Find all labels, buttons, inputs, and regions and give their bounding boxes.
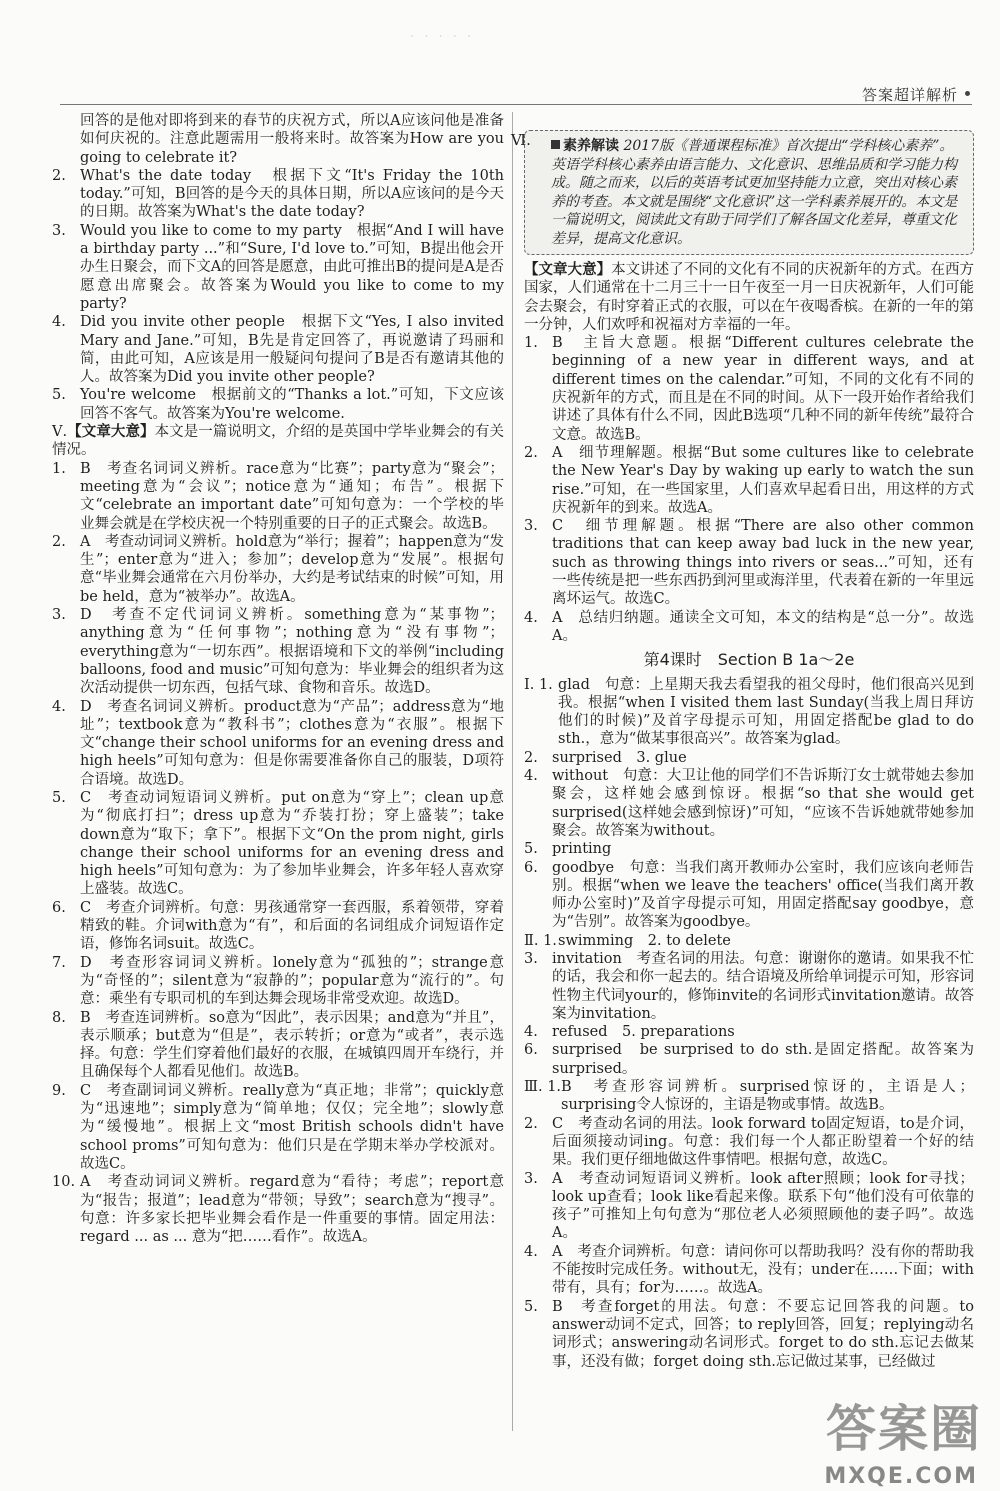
watermark-logo: 答案圈: [826, 1400, 982, 1458]
answer-text: invitation 考查名词的用法。句意：谢谢你的邀请。如果我不忙的话，我会和你一起去的。结合语境及所给单词提示可知，形容词性物主代词your的，修饰invite的名词形式invitation邀请。故答案为invitation。: [552, 950, 974, 1022]
answer-item: [52, 313, 504, 386]
answer-text: B 考查forget的用法。句意：不要忘记回答我的问题。to answer动词不定式，回答；to reply回答，回复；replying动名词形式；answering动名词形式。forget to do sth.忘记去做某事，还没有做；forget doing sth.忘记做过某事，已经做过: [552, 1298, 974, 1370]
answer-number: 5.: [524, 1298, 538, 1315]
answer-number: 5.: [52, 387, 66, 404]
answer-item: [524, 444, 974, 517]
answer-item: [52, 606, 504, 697]
faint-watermark-top: · · · · ·: [410, 30, 475, 45]
answer-number: 3.: [524, 950, 538, 967]
answer-number: 3.: [52, 222, 66, 239]
answer-text: glad 句意：上星期天我去看望我的祖父母时，他们很高兴见到我。根据“when I visited them last Sunday(当我上周日拜访他们的时候)”及首字母提示可知，用固定搭配be glad to do sth.，意为“做某事很高兴”。故答案为glad。: [558, 676, 974, 748]
answer-item: [524, 1041, 974, 1078]
answer-text: A 细节理解题。根据“But some cultures like to celebrate the New Year's Day by waking up early to watch the sun rise.”可知，在一些国家里，人们喜欢早起看日出，用这样的方式庆祝新年的到来。故选A。: [552, 444, 974, 516]
section6-text: 本文讲述了不同的文化有不同的庆祝新年的方式。在西方国家，人们通常在十二月三十一日午夜至一月一日庆祝新年，人们可能会去聚会，有时穿着正式的衣服，可以在午夜喝香槟。在新的一年的第一分钟，人们欢呼和祝福对方幸福的一年。: [524, 262, 975, 333]
answer-number: 4.: [524, 768, 538, 785]
answer-item: [524, 1170, 974, 1243]
left-column: [52, 112, 504, 1246]
answer-number: 8.: [52, 1009, 66, 1026]
answer-item: [524, 1298, 974, 1371]
section5-summary: [52, 423, 504, 460]
answer-text: A 考查动词词义辨析。hold意为“举行；握着”；happen意为“发生”；enter意为“进入；参加”；develop意为“发展”。根据句意“毕业舞会通常在六月份举办，大约是考试结束的时候”可知，用be held，意为“被举办”。故选A。: [80, 533, 504, 605]
answer-number: 3.: [524, 1170, 538, 1187]
answer-item: [52, 1082, 504, 1173]
answer-text: goodbye 句意：当我们离开教师办公室时，我们应该向老师告别。根据“when we leave the teachers' office(当我们离开教师办公室时)”及首字母提示可知，用固定搭配say goodbye，意为“告别”。故答案为goodbye。: [552, 859, 974, 931]
answer-text: swimming 2. to delete: [558, 932, 731, 949]
right-answer-list-1: [524, 334, 974, 645]
answer-number: 6.: [52, 899, 66, 916]
answer-number: 7.: [52, 954, 66, 971]
header-dot-icon: [965, 91, 970, 96]
answer-number: 9.: [52, 1082, 66, 1099]
answer-item: [524, 767, 974, 840]
answer-item: [52, 386, 504, 423]
answer-text: A 考查介词辨析。句意：请问你可以帮助我吗？没有你的帮助我不能按时完成任务。without无，没有；under在……下面；with带有，具有；for为……。故选A。: [552, 1243, 974, 1297]
answer-text: A 考查动词词义辨析。regard意为“看待；考虑”；report意为“报告；报道”；lead意为“带领；导致”；search意为“搜寻”。句意：许多家长把毕业舞会看作是一件重要的事情。固定用法：regard ... as ... 意为“把……看作”。故选A。: [80, 1174, 504, 1246]
answer-item: [52, 222, 504, 313]
section6-label: 【文章大意】: [524, 262, 612, 278]
answer-item: [52, 789, 504, 899]
answer-number: 6.: [524, 859, 538, 876]
lesson-title: 第4课时 Section B 1a～2e: [643, 650, 855, 670]
answer-number: 2.: [52, 533, 66, 550]
answer-text: Did you invite other people 根据下文“Yes, I also invited Mary and Jane.”可知，B先是肯定回答了，再说邀请了玛丽和简，由此可知，A应该是用一般疑问句提问了B是否有邀请其他的人。故答案为Did you invite other people?: [80, 314, 504, 386]
answer-item: [524, 1078, 974, 1115]
section5-label: 【文章大意】: [67, 424, 155, 441]
answer-text: B 考查名词词义辨析。race意为“比赛”；party意为“聚会”；meeting意为“会议”；notice意为“通知；布告”。根据下文“celebrate an important date”可知句意为：一个学校的毕业舞会就是在学校庆祝一个特别重要的日子的正式聚会。故选B。: [80, 460, 504, 532]
left-answer-list-2: [52, 460, 504, 1247]
column-divider: [512, 112, 513, 1431]
answer-item: [524, 609, 974, 646]
answer-number: 4.: [52, 698, 66, 715]
answer-item: [524, 749, 974, 767]
answer-number: 5.: [524, 841, 538, 858]
answer-text: C 考查动名词的用法。look forward to固定短语，to是介词，后面须接动词ing。句意：我们每一个人都正盼望着一个好的结果。我们更仔细地做这件事情吧。根据句意，故选C。: [552, 1115, 974, 1169]
answer-item: [524, 950, 974, 1023]
answer-item: [524, 1115, 974, 1170]
answer-item: [52, 533, 504, 606]
answer-text: B 考查形容词辨析。surprised惊讶的，主语是人；surprising令人惊讶的，主语是物或事情。故选B。: [561, 1079, 974, 1114]
answer-item: [524, 334, 974, 444]
answer-number: 2.: [524, 749, 538, 766]
answer-text: D 考查名词词义辨析。product意为“产品”；address意为“地址”；textbook意为“教科书”；clothes意为“衣服”。根据下文“change their school uniforms for an evening dress and high heels”可知句意为：但是你需要准备你自己的服装，D项符合语境。故选D。: [80, 698, 504, 788]
answer-number: 4.: [524, 1024, 538, 1041]
answer-number: 3.: [52, 607, 66, 624]
answer-number: 4.: [524, 609, 538, 626]
answer-number: 4.: [52, 314, 66, 331]
answer-item: [52, 1009, 504, 1082]
answer-text: C 细节理解题。根据“There are also other common traditions that can keep away bad luck in the new year, such as throwing things into rivers or seas...”可知，还有一些传统是把一些东西扔到河里或海洋里，代表着在新的一年里远离坏运气。故选C。: [552, 518, 974, 608]
answer-text: C 考查副词词义辨析。really意为“真正地；非常”；quickly意为“迅速地”；simply意为“简单地；仅仅；完全地”；slowly意为“缓慢地”。根据上文“most British schools didn't have school proms”可知句意为：他们只是在学期末举办学校派对。故选C。: [80, 1082, 504, 1172]
answer-item: [524, 840, 974, 858]
answer-item: [52, 1173, 504, 1246]
answer-item: [52, 167, 504, 222]
answer-item: [52, 460, 504, 533]
answer-number: Ⅲ. 1.: [524, 1079, 562, 1096]
answer-item: [524, 1023, 974, 1041]
answer-text: C 考查动词短语词义辨析。put on意为“穿上”；clean up意为“彻底打扫”；dress up意为“乔装打扮；穿上盛装”；take down意为“取下；拿下”。根据下文“On the prom night, girls change their school uniforms for an evening dress and high heels”可知句意为：为了参加毕业舞会，许多年轻人喜欢穿上盛装。故选C。: [80, 789, 504, 898]
answer-item: [524, 932, 974, 950]
answer-text: B 考查连词辨析。so意为“因此”，表示因果；and意为“并且”，表示顺承；but意为“但是”，表示转折；or意为“或者”，表示选择。句意：学生们穿着他们最好的衣服，在城镇四周开车绕行，并且确保每个人都看见他们。故选B。: [80, 1009, 504, 1081]
left-answer-list-1: [52, 167, 504, 423]
answer-item: [524, 1243, 974, 1298]
answer-number: Ⅱ. 1.: [524, 932, 557, 949]
literacy-label: 素养解读: [563, 138, 619, 154]
answer-item: [52, 698, 504, 789]
answer-item: [524, 676, 974, 749]
right-column: [511, 112, 975, 1371]
answer-text: D 考查不定代词词义辨析。something意为“某事物”；anything意为“任何事物”；nothing意为“没有事物”；everything意为“一切东西”。根据语境和下文的举例“including balloons, food and music”可知句意为：毕业舞会的组织者为这次活动提供一切东西，包括气球、食物和音乐。故选D。: [80, 607, 504, 697]
answer-number: 10.: [52, 1174, 76, 1191]
answer-item: [52, 954, 504, 1009]
answer-text: refused 5. preparations: [552, 1024, 735, 1041]
section6-summary: [524, 261, 974, 334]
square-bullet-icon: [551, 140, 560, 149]
answer-number: 5.: [52, 789, 66, 806]
answer-number: 2.: [524, 444, 538, 461]
answer-number: 4.: [524, 1243, 538, 1260]
answer-text: B 主旨大意题。根据“Different cultures celebrate the beginning of a new year in different ways, and at different times on the calendar.”可知，不同的文化有不同的庆祝新年的方式，而且是在不同的时间。从下一段开始作者给我们讲述了具体有什么不同，因此B选项“几种不同的新年传统”最符合文意。故选B。: [552, 335, 974, 443]
answer-item: [524, 859, 974, 932]
answer-number: 2.: [524, 1115, 538, 1132]
header-title: 答案超详解析: [861, 86, 958, 104]
answer-number: 6.: [524, 1042, 538, 1059]
answer-text: What's the date today 根据下文“It's Friday the 10th today.”可知，B回答的是今天的具体日期，所以A应该问的是今天的日期。故答案为What's the date today?: [80, 167, 504, 221]
answer-number: 3.: [524, 518, 538, 535]
answer-text: surprised 3. glue: [552, 749, 687, 766]
answer-text: A 总结归纳题。通读全文可知，本文的结构是“总一分”。故选A。: [552, 609, 974, 644]
header-rule: [60, 104, 972, 105]
answer-number: 1.: [52, 460, 66, 477]
watermark-url: MXQE.COM: [824, 1464, 978, 1489]
answer-text: Would you like to come to my party 根据“And I will have a birthday party ...”和“Sure, I'd love to.”可知，B提出他会开办生日聚会，而下文A的回答是愿意，由此可推出B的提问是A是否愿意出席聚会。故答案为Would you like to come to my party?: [80, 222, 504, 312]
section5-roman: Ⅴ.: [52, 424, 68, 441]
answer-item: [52, 899, 504, 954]
answer-number: 1.: [524, 335, 538, 352]
answer-text: surprised be surprised to do sth.是固定搭配。故答案为surprised。: [552, 1042, 974, 1077]
answer-text: without 句意：大卫让他的同学们不告诉斯汀女士就带她去参加聚会，这样她会感到惊讶。根据“so that she would get surprised(这样她会感到惊讶)”可知，“应该不告诉她就带她参加聚会。故答案为without。: [552, 768, 974, 839]
answer-number: Ⅰ. 1.: [524, 676, 553, 693]
section6-roman: Ⅵ.: [511, 131, 531, 149]
answer-text: D 考查形容词词义辨析。lonely意为“孤独的”；strange意为“奇怪的”；silent意为“寂静的”；popular意为“流行的”。句意：乘坐有专职司机的车到达舞会现场非常受欢迎。故选D。: [80, 954, 504, 1008]
literacy-text: 2017版《普通课程标准》首次提出“学科核心素养”。英语学科核心素养由语言能力、文化意识、思维品质和学习能力构成。随之而来，以后的英语考试更加坚持能力立意，突出对核心素养的考查。本文就是围绕“文化意识”这一学科素养展开的。本文是一篇说明文，阅读此文有助于同学们了解各国文化差异，尊重文化差异，提高文化意识。: [551, 138, 958, 247]
answer-text: A 考查动词短语词义辨析。look after照顾；look for寻找；look up查看；look like看起来像。联系下句“他们没有可依靠的孩子”可推知上句句意为“那位老人必须照顾他的妻子吗”。故选A。: [552, 1170, 974, 1242]
answer-item: [524, 517, 974, 608]
answer-text: C 考查介词辨析。句意：男孩通常穿一套西服，系着领带，穿着精致的鞋。介词with意为“有”，和后面的名词组成介词短语作定语，修饰名词suit。故选C。: [80, 899, 504, 953]
answer-number: 2.: [52, 167, 66, 184]
answer-text: printing: [552, 841, 612, 858]
page-header: [0, 0, 1000, 110]
right-answer-list-2: [524, 676, 974, 1371]
section5-text: 本文是一篇说明文，介绍的是英国中学毕业舞会的有关情况。: [52, 424, 505, 459]
left-intro-paragraph: 回答的是他对即将到来的春节的庆祝方式，所以A应该问他是准备如何庆祝的。注意此题需用一般将来时。故答案为How are you going to celebrate it?: [80, 113, 504, 166]
literacy-box: [511, 130, 974, 255]
answer-text: You're welcome 根据前文的“Thanks a lot.”可知，下文应该回答不客气。故答案为You're welcome.: [80, 387, 504, 422]
